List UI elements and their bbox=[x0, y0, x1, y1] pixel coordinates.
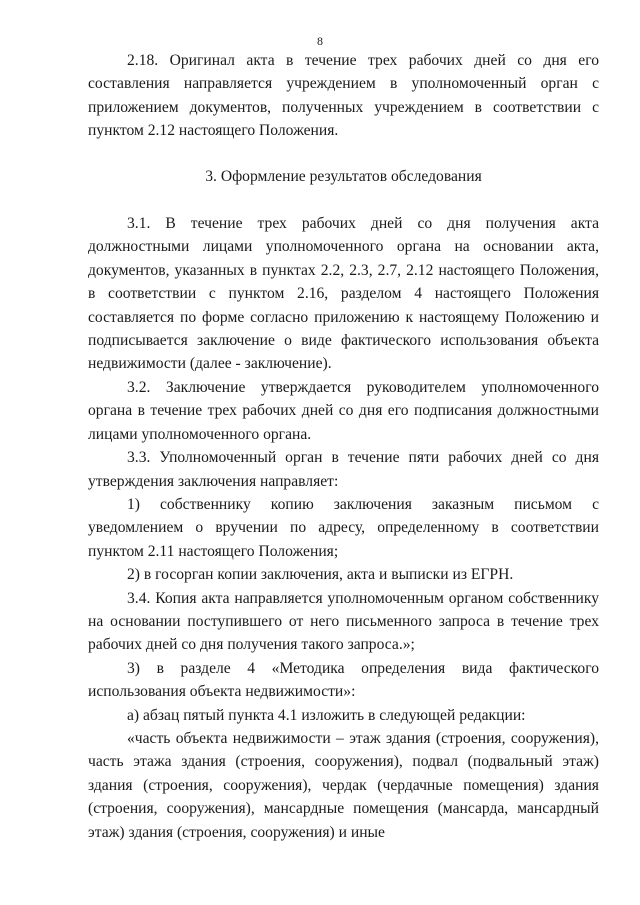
paragraph-3-4: 3.4. Копия акта направляется уполномоченным органом собственнику на основании поступившего от него письменного запроса в течение трех рабочих дней со дня получения такого запроса.»; bbox=[88, 589, 599, 654]
page-number: 8 bbox=[317, 34, 323, 48]
paragraph-3-1: 3.1. В течение трех рабочих дней со дня получения акта должностными лицами уполномоченного органа на основании акта, документов, указанных в пунктах 2.2, 2.3, 2.7, 2.12 настоящего Положения, в соответствии с пунктом 2.16, разделом 4 настоящего Положения составляется по форме согласно приложению к настоящему Положению и подписывается заключение о виде фактического использования объекта недвижимости (далее - заключение). bbox=[88, 215, 599, 373]
paragraph-3-2: 3.2. Заключение утверждается руководителем уполномоченного органа в течение трех рабочих дней со дня его подписания должностными лицами уполномоченного органа. bbox=[88, 378, 599, 443]
paragraph-2-18: 2.18. Оригинал акта в течение трех рабочих дней со дня его составления направляется учреждением в уполномоченный орган с приложением документов, полученных учреждением в соответствии с пунктом 2.12 настоящего Положения. bbox=[88, 52, 599, 140]
section-heading: 3. Оформление результатов обследования bbox=[205, 167, 482, 185]
paragraph-subitem-a: а) абзац пятый пункта 4.1 изложить в следующей редакции: bbox=[127, 706, 526, 724]
paragraph-item-1: 1) собственнику копию заключения заказным письмом с уведомлением о вручении по адресу, определенному в соответствии пунктом 2.11 настоящего Положения; bbox=[88, 495, 599, 560]
paragraph-item-2: 2) в госорган копии заключения, акта и выписки из ЕГРН. bbox=[127, 566, 514, 584]
paragraph-3-3: 3.3. Уполномоченный орган в течение пяти рабочих дней со дня утверждения заключения направляет: bbox=[88, 449, 599, 490]
document-body bbox=[88, 49, 599, 844]
paragraph-item-3: 3) в разделе 4 «Методика определения вида фактического использования объекта недвижимости»: bbox=[88, 659, 599, 701]
paragraph-quote: «часть объекта недвижимости – этаж здания (строения, сооружения), часть этажа здания (строения, сооружения), подвал (подвальный этаж) здания (строения, сооружения), чердак (чердачные помещения) здания (строения, сооружения), мансардные помещения (мансарда, мансардный этаж) здания (строения, сооружения) и иные bbox=[88, 729, 599, 841]
